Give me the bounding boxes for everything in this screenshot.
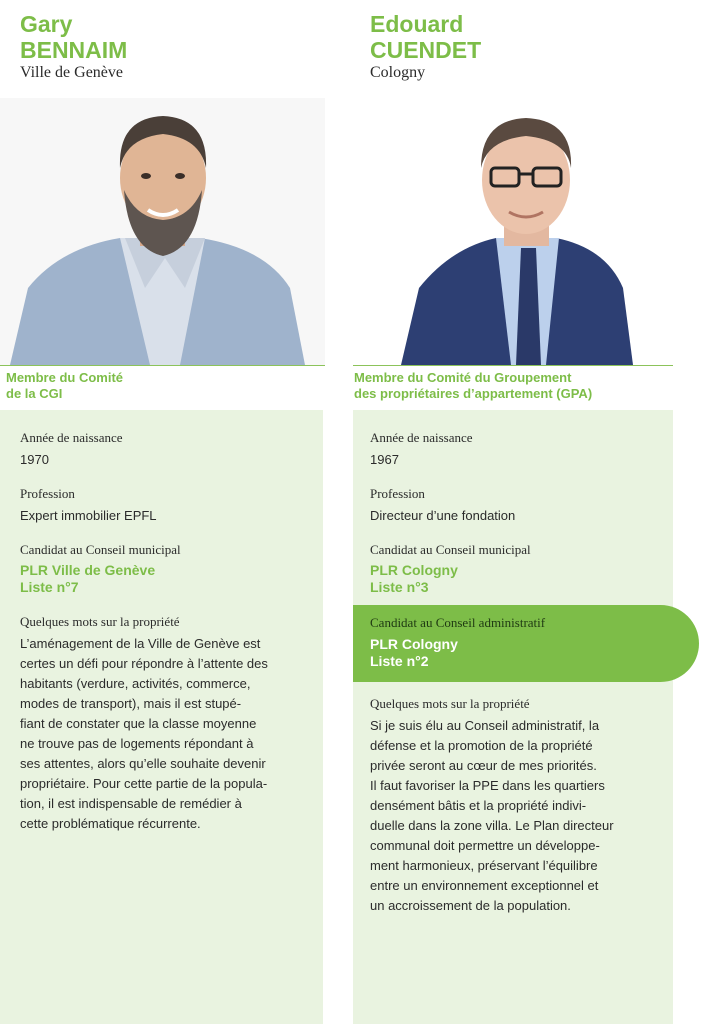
council-label: Candidat au Conseil municipal: [370, 542, 531, 557]
paragraph-line: ment harmonieux, préservant l’équilibre: [370, 858, 598, 873]
paragraph-line: entre un environnement exceptionnel et: [370, 878, 599, 893]
birth-label: Année de naissance: [370, 430, 473, 445]
paragraph-line: fiant de constater que la classe moyenne: [20, 716, 257, 731]
candidate-photo: [371, 98, 671, 365]
divider: [353, 365, 673, 366]
birth-year: 1967: [370, 452, 399, 467]
admin-council-highlight: [353, 605, 699, 682]
paragraph-line: duelle dans la zone villa. Le Plan directeur: [370, 818, 614, 833]
profession-label: Profession: [370, 486, 425, 501]
paragraph-line: modes de transport), mais il est stupé-: [20, 696, 242, 711]
paragraph-line: propriétaire. Pour cette partie de la popula-: [20, 776, 268, 791]
paragraph-line: un accroissement de la population.: [370, 898, 571, 913]
info-panel: [0, 410, 323, 1024]
council-list: [20, 562, 155, 596]
profession-value: Expert immobilier EPFL: [20, 508, 157, 523]
council-list: [370, 562, 458, 596]
role-line: Membre du Comité: [6, 370, 124, 385]
candidate-photo: [0, 98, 325, 365]
admin-label: Candidat au Conseil administratif: [370, 615, 546, 630]
candidate-role: [354, 370, 592, 402]
candidate-first-name: Gary: [20, 11, 73, 37]
admin-party: PLR Cologny: [370, 636, 458, 652]
birth-label: Année de naissance: [20, 430, 123, 445]
paragraph-line: ses attentes, alors qu’elle souhaite devenir: [20, 756, 266, 771]
candidate-first-name: Edouard: [370, 11, 464, 37]
candidate-last-name: BENNAIM: [20, 37, 128, 63]
role-line: des propriétaires d’appartement (GPA): [354, 386, 593, 401]
role-line: Membre du Comité du Groupement: [354, 370, 572, 385]
paragraph-line: Si je suis élu au Conseil administratif, la: [370, 718, 600, 733]
council-label: Candidat au Conseil municipal: [20, 542, 181, 557]
admin-list: [370, 636, 458, 670]
candidate-city: Cologny: [370, 64, 426, 81]
candidate-role: [6, 370, 123, 402]
paragraph-line: densément bâtis et la propriété indivi-: [370, 798, 587, 813]
council-party: PLR Ville de Genève: [20, 562, 156, 578]
profession-label: Profession: [20, 486, 75, 501]
paragraph-line: cette problématique récurrente.: [20, 816, 201, 831]
role-line: de la CGI: [6, 386, 63, 401]
paragraph-line: habitants (verdure, activités, commerce,: [20, 676, 251, 691]
man-portrait-icon: [0, 98, 325, 365]
candidate-city: Ville de Genève: [20, 64, 123, 81]
paragraph-line: certes un défi pour répondre à l’attente des: [20, 656, 268, 671]
paragraph-line: défense et la promotion de la propriété: [370, 738, 593, 753]
divider: [0, 365, 325, 366]
candidate-card-cuendet: [353, 0, 720, 1024]
candidate-card-bennaim: [0, 0, 325, 1024]
words-label: Quelques mots sur la propriété: [20, 614, 180, 629]
paragraph-line: L’aménagement de la Ville de Genève est: [20, 636, 261, 651]
profession-value: Directeur d’une fondation: [370, 508, 516, 523]
paragraph-line: tion, il est indispensable de remédier à: [20, 796, 242, 811]
council-party: PLR Cologny: [370, 562, 458, 578]
words-paragraph: [370, 716, 614, 916]
paragraph-line: privée seront au cœur de mes priorités.: [370, 758, 597, 773]
man-portrait-icon: [371, 98, 671, 365]
words-label: Quelques mots sur la propriété: [370, 696, 530, 711]
council-list-number: Liste n°3: [370, 579, 429, 595]
council-list-number: Liste n°7: [20, 579, 79, 595]
words-paragraph: [20, 634, 268, 834]
paragraph-line: communal doit permettre un développe-: [370, 838, 600, 853]
paragraph-line: Il faut favoriser la PPE dans les quartiers: [370, 778, 605, 793]
paragraph-line: ne trouve pas de logements répondant à: [20, 736, 254, 751]
birth-year: 1970: [20, 452, 49, 467]
candidate-last-name: CUENDET: [370, 37, 482, 63]
admin-list-number: Liste n°2: [370, 653, 429, 669]
